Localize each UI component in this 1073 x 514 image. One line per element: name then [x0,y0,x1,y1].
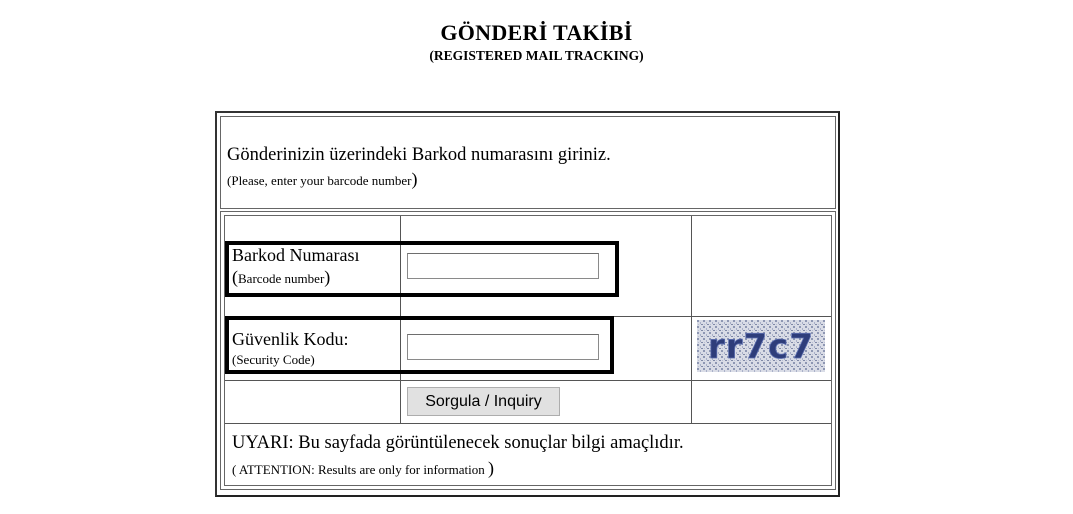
captcha-text: rr7c7 [707,327,815,367]
instructions-panel [220,116,836,209]
instructions-subtext-close: ) [411,169,418,189]
warning-subtext-body: ATTENTION: Results are only for information [236,462,488,477]
inquiry-button[interactable]: Sorgula / Inquiry [407,387,560,416]
instructions-subtext-open: ( [227,173,232,188]
page-title: GÖNDERİ TAKİBİ [440,20,633,45]
security-code-label: Güvenlik Kodu: [232,329,349,349]
row-divider [225,380,831,381]
security-highlight-box [225,316,614,374]
form-table [224,215,832,486]
security-code-sublabel: (Security Code) [232,352,315,367]
page-subtitle: (REGISTERED MAIL TRACKING) [429,48,644,63]
instructions-subtext [227,169,417,190]
form-panel [220,211,836,490]
warning-subtext [232,458,494,479]
barcode-sublabel-body: Barcode number [238,271,325,286]
warning-text: UYARI: Bu sayfada görüntülenecek sonuçlar bilgi amaçlıdır. [232,433,684,453]
warning-subtext-close: ) [488,458,494,478]
tracking-form-frame [215,111,840,497]
instructions-subtext-body: Please, enter your barcode number [231,173,412,188]
row-divider [225,423,831,424]
barcode-label: Barkod Numarası [232,245,360,265]
barcode-sublabel-open: ( [232,267,238,287]
captcha-image [697,320,825,372]
instructions-text: Gönderinizin üzerindeki Barkod numarasını giriniz. [227,145,611,165]
col-divider [691,216,692,423]
warning-subtext-open: ( [232,462,237,477]
barcode-highlight-box [225,241,619,297]
barcode-sublabel-close: ) [324,267,331,287]
